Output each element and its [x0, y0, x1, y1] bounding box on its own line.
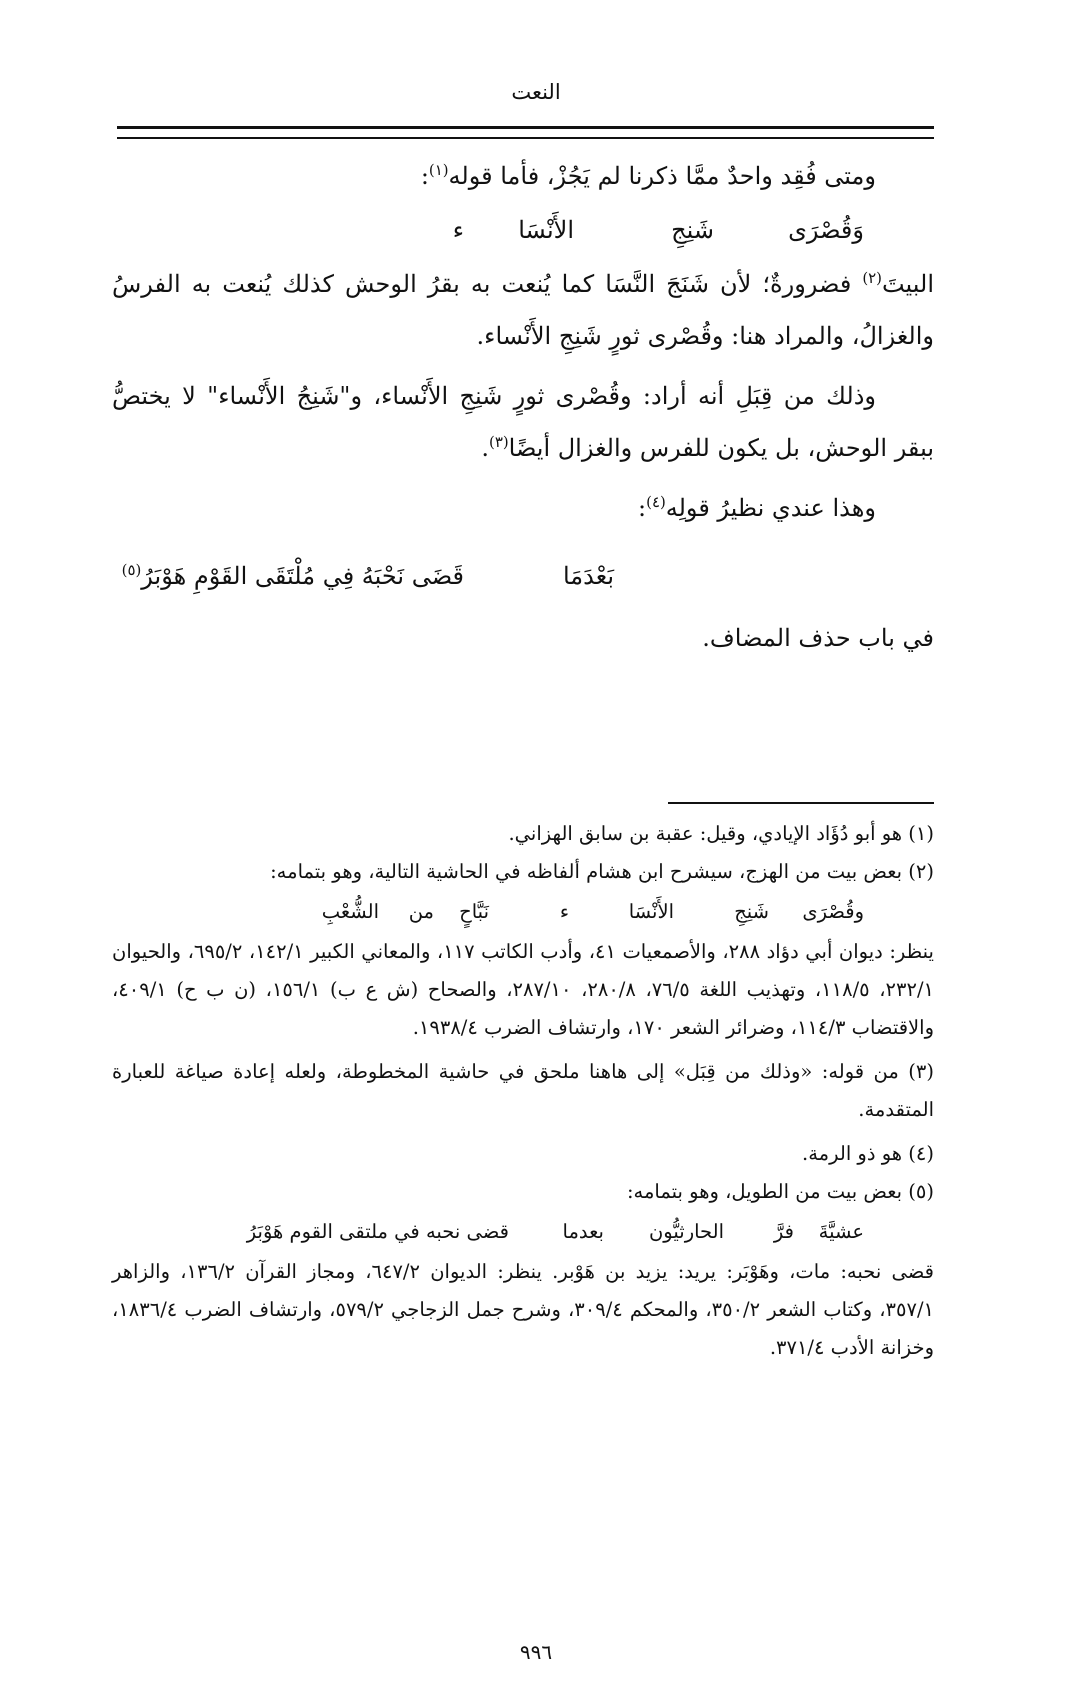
paragraph-2: البيتَ$^{(٢)}$ فضرورةٌ؛ لأن شَنَجَ النَّسَا كما يُنعت به بقرُ الوحش كذلك يُنعت به الفرسُ والغزالُ، والمراد هنا: وقُصْرى ثورٍ شَنِجِ الأَنْساء. — [112, 269, 934, 350]
paragraph-4: وهذا عندي نظيرُ قولِه$^{(٤)}$: — [638, 493, 876, 522]
main-text — [112, 150, 934, 664]
fn2-verse-word-1: وقُصْرَى — [802, 900, 864, 923]
footnote-separator — [668, 802, 934, 804]
footnotes — [112, 815, 934, 1367]
fn5-verse-word-2: فرَّ — [773, 1220, 794, 1243]
running-title: النعت — [511, 80, 561, 104]
footnote-ref-4: (٤) — [646, 493, 666, 511]
footnote-3: (٣) من قوله: «وذلك من قِبَل» إلى هاهنا ملحق في حاشية المخطوطة، ولعله إعادة صياغة للعبارة المتقدمة. — [112, 1060, 934, 1121]
fn2-verse-word-2: شَنِجِ — [734, 900, 769, 923]
footnote-5-verse — [112, 1211, 934, 1253]
verse-2-hemistich-2: قَضَى نَحْبَهُ فِي مُلْتَقَى القَوْمِ هَوْبَرُ$^{(٥)}$ — [121, 561, 464, 590]
footnote-2-sources: ينظر: ديوان أبي دؤاد ٢٨٨، والأصمعيات ٤١، وأدب الكاتب ١١٧، والمعاني الكبير ١٤٢/١، ٦٩٥/٢، والحيوان ٢٣٢/١، ١١٨/٥، وتهذيب اللغة ٧٦/٥، ٢٨٠/٨، ٢٨٧/١٠، والصحاح (ش ع ب) ١٥٦/١، (ن ب ح) ٤٠٩/١، والاقتضاب ١١٤/٣، وضرائر الشعر ١٧٠، وارتشاف الضرب ١٩٣٨/٤. — [112, 940, 935, 1039]
verse-1-word-2: شَنِجِ — [671, 216, 714, 244]
footnote-5-sources: قضى نحبه: مات، وهَوْبَر: يريد: يزيد بن هَوْبر. ينظر: الديوان ٦٤٧/٢، ومجاز القرآن ١٣٦/٢، والزاهر ٣٥٧/١، وكتاب الشعر ٣٥٠/٢، والمحكم ٣٠٩/٤، وشرح جمل الزجاجي ٥٧٩/٢، وارتشاف الضرب ١٨٣٦/٤، وخزانة الأدب ٣٧١/٤. — [112, 1260, 934, 1359]
fn2-verse-word-3: الأَنْسَا — [628, 900, 674, 923]
footnote-5: (٥) بعض بيت من الطويل، وهو بتمامه: — [626, 1180, 934, 1203]
verse-1-word-4: ء — [452, 216, 464, 244]
fn2-verse-word-5: نَبَّاحٍ — [459, 900, 489, 923]
footnote-1: (١) هو أبو دُؤَاد الإيادي، وقيل: عقبة بن سابق الهزاني. — [508, 822, 934, 845]
verse-1-word-1: وَقُصْرَى — [788, 216, 864, 244]
footnote-2: (٢) بعض بيت من الهزج، سيشرح ابن هشام ألفاظه في الحاشية التالية، وهو بتمامه: — [270, 860, 934, 883]
verse-1-word-3: الأَنْسَا — [518, 216, 574, 244]
footnote-4: (٤) هو ذو الرمة. — [802, 1142, 934, 1165]
verse-2 — [112, 548, 934, 604]
paragraph-5: في باب حذف المضاف. — [702, 624, 934, 652]
paragraph-3: وذلك من قِبَلِ أنه أراد: وقُصْرى ثورٍ شَنِجِ الأَنْساء، و"شَنِجُ الأَنْساء" لا يختصُّ ببقر الوحش، بل يكون للفرس والغزال أيضًا$^{(٣)}$. — [112, 382, 934, 462]
fn5-verse-word-1: عشيَّةَ — [818, 1220, 864, 1243]
verse-2-hemistich-1: بَعْدَمَا — [562, 562, 614, 590]
fn5-verse-word-3: الحارثيُّون — [648, 1220, 724, 1243]
page-number: ٩٩٦ — [519, 1640, 553, 1664]
verse-1 — [112, 202, 934, 258]
fn5-verse-hemistich-2: قضى نحبه في ملتقى القوم هَوْبَرُ — [246, 1220, 509, 1243]
header-rule-thick — [117, 126, 934, 129]
header-rule-thin — [117, 137, 934, 139]
footnote-ref-5: (٥) — [121, 561, 142, 579]
footnote-ref-3: (٣) — [489, 433, 509, 451]
paragraph-1: ومتى فُقِد واحدٌ ممَّا ذكرنا لم يَجُزْ، فأما قوله$^{(١)}$: — [420, 161, 876, 190]
footnote-ref-1: (١) — [428, 161, 449, 179]
footnote-2-verse — [112, 891, 934, 933]
fn5-verse-word-4: بعدما — [562, 1220, 604, 1243]
fn2-verse-word-7: الشُّعْبِ — [321, 900, 379, 923]
fn2-verse-word-6: من — [408, 900, 434, 923]
footnote-ref-2: (٢) — [862, 269, 882, 287]
fn2-verse-word-4: ء — [559, 900, 569, 923]
